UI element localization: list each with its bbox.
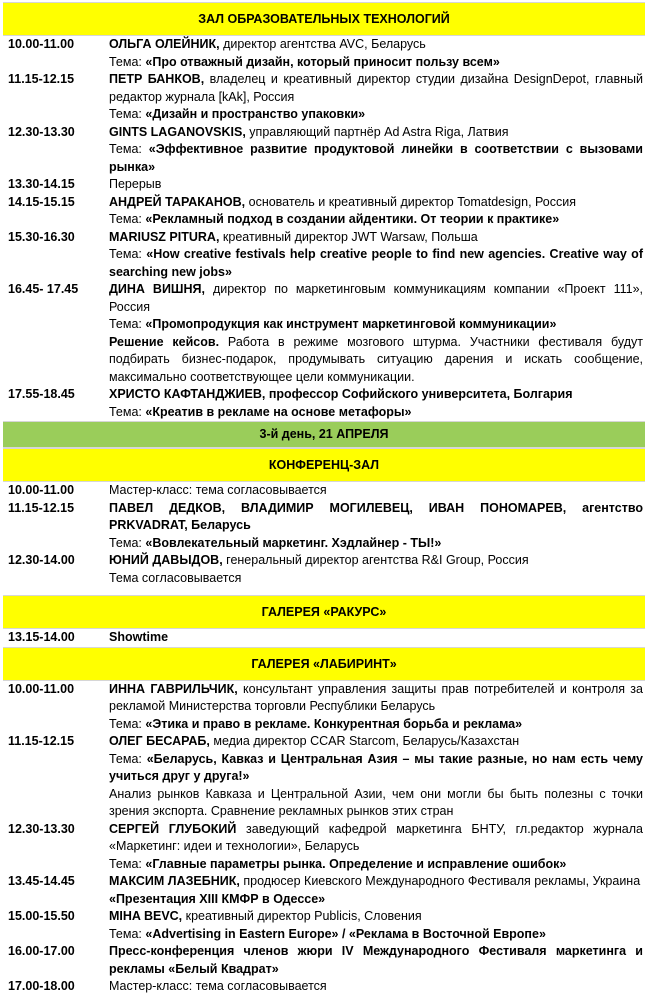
table-row bbox=[3, 71, 645, 124]
speaker-name: ЮНИЙ ДАВЫДОВ, bbox=[109, 553, 223, 567]
topic-text: «Дизайн и пространство упаковки» bbox=[145, 107, 366, 121]
speaker-desc: продюсер Киевского Международного Фестиваля рекламы, Украина bbox=[239, 874, 641, 888]
topic-text: «Промопродукция как инструмент маркетинговой коммуникации» bbox=[145, 317, 557, 331]
section-header-conference-hall: КОНФЕРЕНЦ-ЗАЛ bbox=[3, 448, 645, 482]
topic-text: «Беларусь, Кавказ и Центральная Азия – мы такие разные, но нам есть чему учиться друг у друга!» bbox=[109, 751, 643, 783]
table-row bbox=[3, 978, 645, 996]
time-slot: 17.00-18.00 bbox=[8, 979, 75, 993]
schedule-table-gallery-rakurs bbox=[3, 629, 645, 647]
speaker-name: ПЕТР БАНКОВ, bbox=[109, 72, 205, 86]
speaker-name: ДИНА ВИШНЯ, bbox=[109, 282, 205, 296]
topic-label: Тема: bbox=[109, 404, 146, 419]
time-slot: 10.00-11.00 bbox=[8, 37, 75, 51]
topic-text: «Главные параметры рынка. Определение и исправление ошибок» bbox=[145, 856, 567, 871]
table-row bbox=[3, 821, 645, 874]
topic-text: «Креатив в рекламе на основе метафоры» bbox=[145, 404, 412, 419]
topic-text: «Рекламный подход в создании айдентики. От теории к практике» bbox=[145, 212, 560, 226]
extra-text: Анализ рынков Кавказа и Центральной Азии, чем они могли бы быть полезны с точки зрения экспорта. Сравнение рекламных рынков этих стран bbox=[109, 786, 643, 818]
topic-label: Тема: bbox=[109, 247, 147, 261]
table-row bbox=[3, 500, 645, 553]
speaker-name: СЕРГЕЙ ГЛУБОКИЙ bbox=[109, 821, 237, 836]
speaker-name: ХРИСТО КАФТАНДЖИЕВ, профессор Софийского университета, Болгария bbox=[109, 387, 573, 401]
session-name: Пресс-конференция членов жюри IV Международного Фестиваля маркетинга и рекламы «Белый Квадрат» bbox=[109, 944, 643, 976]
topic-text: «Advertising in Eastern Europe» / «Реклама в Восточной Европе» bbox=[145, 926, 546, 941]
table-row bbox=[3, 281, 645, 386]
speaker-desc: консультант управления защиты прав потребителей и контроля за рекламой Министерства торговли Республики Беларусь bbox=[109, 681, 643, 713]
schedule-table-conference-hall bbox=[3, 482, 645, 587]
topic-text: «Этика и право в рекламе. Конкурентная борьба и реклама» bbox=[145, 716, 523, 731]
extra-text: Работа в режиме мозгового штурма. Участники фестиваля будут подбирать бизнес-подарок, продумывать ситуацию дарения и искать сообщение, максимально соответствующее цели коммуникации. bbox=[109, 334, 643, 384]
time-slot: 16.00-17.00 bbox=[8, 944, 75, 958]
speaker-name: MIHA BEVC, bbox=[109, 909, 183, 923]
session-name: Showtime bbox=[109, 630, 169, 644]
schedule-table-education-hall bbox=[3, 36, 645, 421]
time-slot: 15.00-15.50 bbox=[8, 909, 75, 923]
schedule-table-gallery-labirint bbox=[3, 681, 645, 996]
section-header-gallery-labirint: ГАЛЕРЕЯ «ЛАБИРИНТ» bbox=[3, 647, 645, 681]
table-row bbox=[3, 482, 645, 500]
table-row bbox=[3, 124, 645, 177]
topic-label: Тема: bbox=[109, 54, 146, 69]
topic-label: Тема: bbox=[109, 926, 146, 941]
time-slot: 15.30-16.30 bbox=[8, 229, 75, 244]
table-row bbox=[3, 386, 645, 421]
topic-text: «Презентация XIII КМФР в Одессе» bbox=[109, 891, 326, 906]
topic-label: Тема: bbox=[109, 751, 147, 766]
table-row bbox=[3, 194, 645, 229]
table-row bbox=[3, 36, 645, 71]
speaker-name: АНДРЕЙ ТАРАКАНОВ, bbox=[109, 194, 246, 209]
topic-label: Тема: bbox=[109, 535, 146, 550]
topic-label: Тема: bbox=[109, 317, 146, 331]
time-slot: 13.30-14.15 bbox=[8, 177, 75, 191]
program-page bbox=[3, 2, 645, 996]
speaker-desc: медиа директор CCAR Starcom, Беларусь/Казахстан bbox=[209, 734, 520, 748]
table-row bbox=[3, 552, 645, 587]
speaker-name: ОЛЬГА ОЛЕЙНИК, bbox=[109, 37, 220, 51]
time-slot: 12.30-13.30 bbox=[8, 821, 75, 836]
time-slot: 10.00-11.00 bbox=[8, 681, 75, 696]
topic-text: «How creative festivals help creative people to find new agencies. Creative way of searching new jobs» bbox=[109, 247, 643, 279]
table-row bbox=[3, 176, 645, 194]
topic-label: Тема: bbox=[109, 142, 149, 156]
topic-label: Тема: bbox=[109, 716, 146, 731]
time-slot: 11.15-12.15 bbox=[8, 72, 75, 86]
section-header-education-hall: ЗАЛ ОБРАЗОВАТЕЛЬНЫХ ТЕХНОЛОГИЙ bbox=[3, 2, 645, 36]
session-desc: Мастер-класс: тема согласовывается bbox=[109, 483, 327, 497]
topic-label: Тема: bbox=[109, 212, 146, 226]
topic-label: Тема: bbox=[109, 856, 146, 871]
session-desc: Мастер-класс: тема согласовывается bbox=[109, 979, 327, 993]
speaker-name: GINTS LAGANOVSKIS, bbox=[109, 124, 246, 139]
speaker-name: ОЛЕГ БЕСАРАБ, bbox=[109, 734, 210, 748]
topic-pending: Тема согласовывается bbox=[109, 570, 242, 585]
time-slot: 11.15-12.15 bbox=[8, 734, 75, 748]
speaker-desc: заведующий кафедрой маркетинга БНТУ, гл.редактор журнала «Маркетинг: идеи и технологии», Беларусь bbox=[109, 821, 643, 853]
speaker-desc: основатель и креативный директор Tomatdesign, Россия bbox=[245, 194, 577, 209]
section-header-gallery-rakurs: ГАЛЕРЕЯ «РАКУРС» bbox=[3, 595, 645, 629]
speaker-name: ИННА ГАВРИЛЬЧИК, bbox=[109, 681, 238, 696]
time-slot: 16.45- 17.45 bbox=[8, 282, 79, 296]
table-row bbox=[3, 873, 645, 908]
time-slot: 13.15-14.00 bbox=[8, 630, 75, 644]
table-row bbox=[3, 681, 645, 734]
table-row bbox=[3, 943, 645, 978]
topic-text: «Вовлекательный маркетинг. Хэдлайнер - ТЫ!» bbox=[145, 535, 442, 550]
speaker-desc: директор по маркетинговым коммуникациям компании «Проект 111», Россия bbox=[109, 282, 643, 314]
speaker-name: МАКСИМ ЛАЗЕБНИК, bbox=[109, 874, 240, 888]
time-slot: 12.30-13.30 bbox=[8, 124, 75, 139]
time-slot: 11.15-12.15 bbox=[8, 500, 75, 515]
speaker-name: MARIUSZ PITURA, bbox=[109, 229, 220, 244]
time-slot: 10.00-11.00 bbox=[8, 483, 75, 497]
speaker-name: ПАВЕЛ ДЕДКОВ, ВЛАДИМИР МОГИЛЕВЕЦ, ИВАН ПОНОМАРЕВ, агентство PRKVADRAT, Беларусь bbox=[109, 500, 643, 532]
table-row bbox=[3, 733, 645, 821]
time-slot: 13.45-14.45 bbox=[8, 874, 75, 888]
break-label: Перерыв bbox=[109, 177, 162, 191]
topic-text: «Эффективное развитие продуктовой линейки в соответствии с вызовами рынка» bbox=[109, 142, 643, 174]
speaker-desc: генеральный директор агентства R&I Group, Россия bbox=[222, 553, 529, 567]
speaker-desc: креативный директор JWT Warsaw, Польша bbox=[219, 229, 478, 244]
table-row bbox=[3, 229, 645, 282]
time-slot: 12.30-14.00 bbox=[8, 553, 75, 567]
topic-label: Тема: bbox=[109, 107, 146, 121]
topic-text: «Про отважный дизайн, который приносит пользу всем» bbox=[145, 54, 500, 69]
day-header: 3-й день, 21 АПРЕЛЯ bbox=[3, 421, 645, 448]
table-row bbox=[3, 629, 645, 647]
speaker-desc: владелец и креативный директор студии дизайна DesignDepot, главный редактор журнала [kAk], Россия bbox=[109, 72, 643, 104]
time-slot: 14.15-15.15 bbox=[8, 194, 75, 209]
table-row bbox=[3, 908, 645, 943]
time-slot: 17.55-18.45 bbox=[8, 387, 75, 401]
extra-bold: Решение кейсов. bbox=[109, 334, 220, 349]
speaker-desc: креативный директор Publicis, Словения bbox=[182, 909, 422, 923]
speaker-desc: управляющий партнёр Ad Astra Riga, Латвия bbox=[245, 124, 509, 139]
speaker-desc: директор агентства AVC, Беларусь bbox=[219, 37, 426, 51]
